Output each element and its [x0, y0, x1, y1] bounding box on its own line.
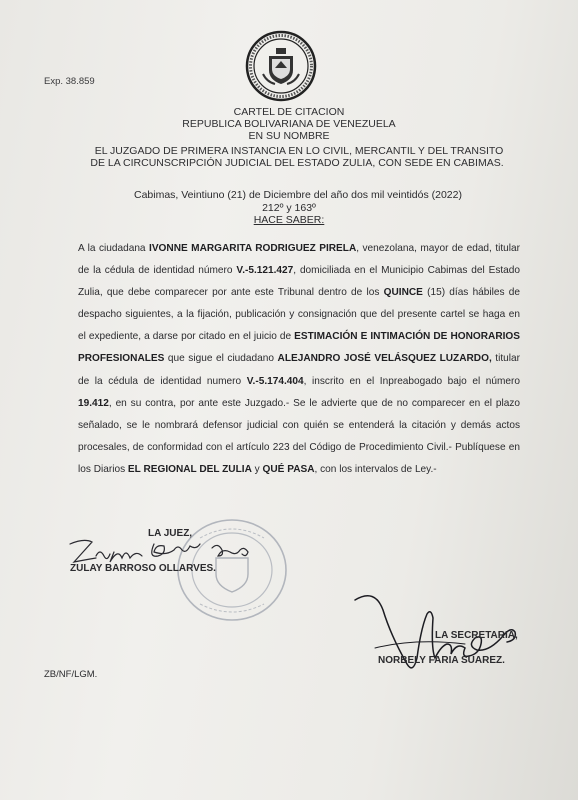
hace-saber-heading: HACE SABER:	[253, 214, 325, 226]
years-line: 212º y 163º	[262, 202, 316, 214]
case-type: ESTIMACIÓN E INTIMACIÓN DE HONORARIOS PROFESIONALES	[78, 331, 520, 365]
plaintiff-id: V.-5.174.404	[246, 375, 304, 387]
defendant-id: V.-5.121.427	[236, 265, 294, 277]
reference-initials: ZB/NF/LGM.	[44, 669, 98, 680]
judge-label: LA JUEZ,	[148, 528, 193, 539]
title-republic: REPUBLICA BOLIVARIANA DE VENEZUELA	[182, 118, 396, 130]
court-seal	[245, 30, 317, 102]
secretary-label: LA SECRETARIA,	[435, 630, 518, 641]
citation-body: A la ciudadana IVONNE MARGARITA RODRIGUEZ PIRELA, venezolana, mayor de edad, titular de la cédula de identidad número V.-5.121.427, domiciliada en el Municipio Cabimas del Estado Zulia, que debe comparecer por ante este Tribunal dentro de los QUINCE (15) días hábiles de despacho siguientes, a la fijación, publicación y consignación que del presente cartel se haga en el expediente, a darse por citado en el juicio de ESTIMACIÓN E INTIMACIÓN DE HONORARIOS PROFESIONALES que sigue el ciudadano ALEJANDRO JOSÉ VELÁSQUEZ LUZARDO, titular de la cédula de identidad numero V.-5.174.404, inscrito en el Inpreabogado bajo el número 19.412, en su contra, por ante este Juzgado.- Se le advierte que de no comparecer en el plazo señalado, se le nombrará defensor judicial con quién se entenderá la citación y demás actos procesales, de conformidad con el artículo 223 del Código de Procedimiento Civil.- Publíquese en los Diarios EL REGIONAL DEL ZULIA y QUÉ PASA, con los intervalos de Ley.-	[78, 243, 521, 475]
plaintiff-name: ALEJANDRO JOSÉ VELÁSQUEZ LUZARDO,	[277, 353, 492, 365]
title-cartel: CARTEL DE CITACION	[233, 106, 345, 118]
title-en-su-nombre: EN SU NOMBRE	[248, 130, 330, 142]
newspaper-1: EL REGIONAL DEL ZULIA	[127, 463, 252, 475]
judge-name: ZULAY BARROSO OLLARVES.	[70, 563, 216, 574]
inpreabogado-number: 19.412	[78, 397, 109, 409]
secretary-name: NORBELY FARIA SUAREZ.	[378, 655, 505, 666]
defendant-name: IVONNE MARGARITA RODRIGUEZ PIRELA	[149, 243, 357, 254]
expediente-number: Exp. 38.859	[44, 76, 95, 87]
date-line: Cabimas, Veintiuno (21) de Diciembre del año dos mil veintidós (2022)	[133, 189, 462, 201]
newspaper-2: QUÉ PASA	[262, 463, 315, 475]
term-days: QUINCE	[383, 287, 423, 299]
title-court: EL JUZGADO DE PRIMERA INSTANCIA EN LO CIVIL, MERCANTIL Y DEL TRANSITO	[94, 145, 504, 157]
title-jurisdiction: DE LA CIRCUNSCRIPCIÓN JUDICIAL DEL ESTADO ZULIA, CON SEDE EN CABIMAS.	[90, 157, 504, 169]
